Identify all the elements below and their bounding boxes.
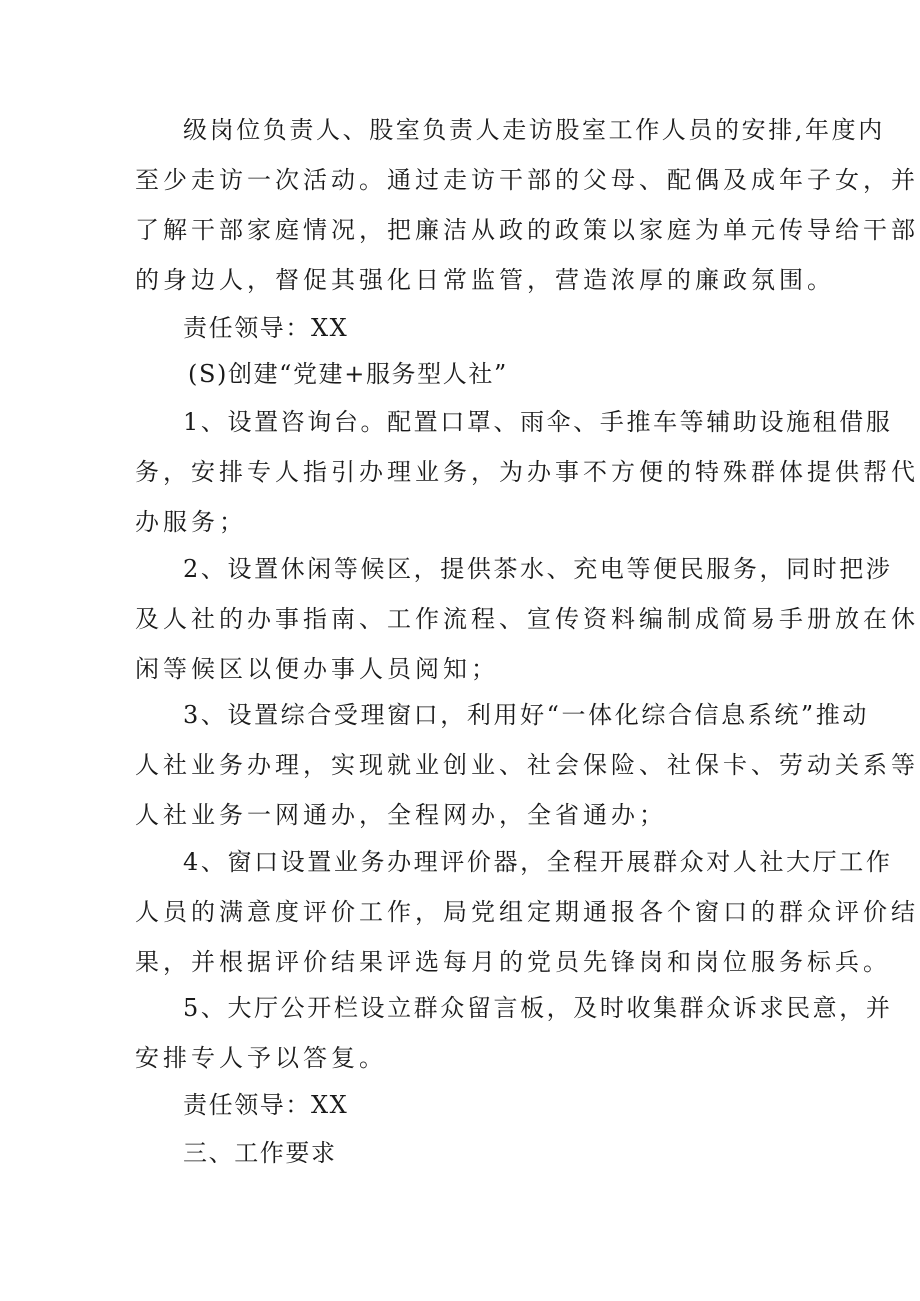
paragraph-line: 及人社的办事指南、工作流程、宣传资料编制成简易手册放在休 [135,605,919,633]
section-heading: (S)创建“党建+服务型人社” [188,360,508,388]
paragraph-line: 办服务； [135,508,247,536]
paragraph-line: 级岗位负责人、股室负责人走访股室工作人员的安排,年度内 [183,116,885,144]
paragraph-line: 安排专人予以答复。 [135,1044,387,1072]
paragraph-line: 人员的满意度评价工作，局党组定期通报各个窗口的群众评价结 [135,898,919,926]
paragraph-line: 闲等候区以便办事人员阅知； [135,655,499,683]
paragraph-line: 人社业务一网通办，全程网办，全省通办； [135,801,667,829]
responsible-leader: 责任领导：XX [183,1091,349,1119]
paragraph-line: 人社业务办理，实现就业创业、社会保险、社保卡、劳动关系等 [135,751,919,779]
paragraph-line: 了解干部家庭情况，把廉洁从政的政策以家庭为单元传导给干部 [135,216,919,244]
paragraph-line: 务，安排专人指引办理业务，为办事不方便的特殊群体提供帮代 [135,458,919,486]
section-heading: 三、工作要求 [183,1139,337,1167]
paragraph-line: 的身边人，督促其强化日常监管，营造浓厚的廉政氛围。 [135,266,835,294]
paragraph-line: 果，并根据评价结果评选每月的党员先锋岗和岗位服务标兵。 [135,948,891,976]
paragraph-line: 3、设置综合受理窗口，利用好“一体化综合信息系统”推动 [183,701,870,729]
paragraph-line: 4、窗口设置业务办理评价器，全程开展群众对人社大厅工作 [183,848,893,876]
paragraph-line: 至少走访一次活动。通过走访干部的父母、配偶及成年子女，并 [135,166,919,194]
paragraph-line: 5、大厅公开栏设立群众留言板，及时收集群众诉求民意，并 [183,994,893,1022]
responsible-leader: 责任领导：XX [183,314,349,342]
paragraph-line: 1、设置咨询台。配置口罩、雨伞、手推车等辅助设施租借服 [183,408,893,436]
paragraph-line: 2、设置休闲等候区，提供茶水、充电等便民服务，同时把涉 [183,555,893,583]
